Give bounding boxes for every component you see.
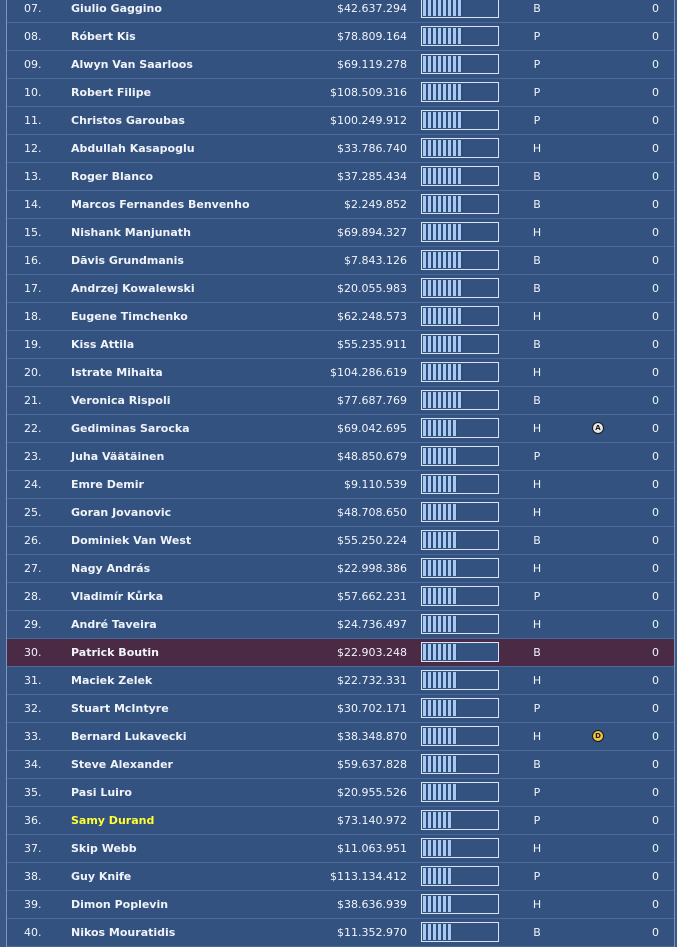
player-form-bar-fill (423, 728, 457, 744)
player-form-bar (421, 586, 499, 606)
player-count: 0 (652, 926, 659, 939)
player-name-link[interactable]: Maciek Zelek (71, 674, 153, 687)
player-row[interactable] (7, 667, 674, 695)
player-value: $69.042.695 (337, 422, 407, 435)
player-form-bar-fill (423, 84, 463, 100)
player-position: H (532, 366, 542, 379)
player-form-bar-fill (423, 896, 452, 912)
player-number: 24. (24, 478, 42, 491)
player-form-bar (421, 446, 499, 466)
player-position: B (533, 926, 541, 939)
player-value: $9.110.539 (344, 478, 407, 491)
player-form-bar-fill (423, 448, 457, 464)
player-number: 18. (24, 310, 42, 323)
player-count: 0 (652, 338, 659, 351)
player-value: $37.285.434 (337, 170, 407, 183)
player-value: $42.637.294 (337, 2, 407, 15)
player-row[interactable] (7, 611, 674, 639)
player-form-bar (421, 138, 499, 158)
player-count: 0 (652, 254, 659, 267)
player-count: 0 (652, 674, 659, 687)
player-name-link[interactable]: Goran Jovanovic (71, 506, 172, 519)
player-value: $22.998.386 (337, 562, 407, 575)
player-row[interactable] (7, 0, 674, 23)
player-row[interactable] (7, 555, 674, 583)
player-name-link[interactable]: Veronica Rispoli (71, 394, 171, 407)
player-count: 0 (652, 86, 659, 99)
player-form-bar-fill (423, 364, 463, 380)
player-value: $57.662.231 (337, 590, 407, 603)
player-value: $104.286.619 (330, 366, 407, 379)
player-form-bar (421, 754, 499, 774)
player-form-bar (421, 810, 499, 830)
player-name-link[interactable]: Skip Webb (71, 842, 137, 855)
player-number: 19. (24, 338, 42, 351)
player-position: P (533, 786, 541, 799)
player-row[interactable] (7, 51, 674, 79)
player-row[interactable] (7, 779, 674, 807)
player-name-link[interactable]: Patrick Boutin (71, 646, 159, 659)
player-count: 0 (652, 310, 659, 323)
player-count: 0 (652, 562, 659, 575)
player-form-bar-fill (423, 616, 457, 632)
player-number: 09. (24, 58, 42, 71)
player-position: H (532, 478, 542, 491)
player-count: 0 (652, 282, 659, 295)
player-form-bar (421, 922, 499, 942)
player-number: 40. (24, 926, 42, 939)
player-number: 34. (24, 758, 42, 771)
player-form-bar (421, 838, 499, 858)
player-value: $73.140.972 (337, 814, 407, 827)
player-number: 28. (24, 590, 42, 603)
player-name-link[interactable]: Andrzej Kowalewski (71, 282, 195, 295)
player-form-bar-fill (423, 252, 463, 268)
player-row[interactable] (7, 135, 674, 163)
player-number: 29. (24, 618, 42, 631)
player-name-link[interactable]: Robert Filipe (71, 86, 152, 99)
player-number: 32. (24, 702, 42, 715)
player-count: 0 (652, 702, 659, 715)
player-value: $22.732.331 (337, 674, 407, 687)
player-row[interactable] (7, 303, 674, 331)
player-position: P (533, 814, 541, 827)
player-name-link[interactable]: Stuart McIntyre (71, 702, 169, 715)
player-count: 0 (652, 618, 659, 631)
player-name-link[interactable]: Bernard Lukavecki (71, 730, 187, 743)
player-count: 0 (652, 142, 659, 155)
player-table (6, 0, 675, 947)
player-number: 14. (24, 198, 42, 211)
player-position: P (533, 450, 541, 463)
player-value: $11.352.970 (337, 926, 407, 939)
player-position: H (532, 506, 542, 519)
player-number: 36. (24, 814, 42, 827)
player-form-bar (421, 894, 499, 914)
player-position: H (532, 618, 542, 631)
player-row[interactable] (7, 275, 674, 303)
player-form-bar (421, 82, 499, 102)
player-form-bar-fill (423, 196, 463, 212)
player-value: $2.249.852 (344, 198, 407, 211)
player-row[interactable] (7, 79, 674, 107)
player-name-link[interactable]: Dāvis Grundmanis (71, 254, 184, 267)
player-count: 0 (652, 730, 659, 743)
player-form-bar-fill (423, 504, 457, 520)
player-name-link[interactable]: Juha Väätäinen (71, 450, 165, 463)
player-value: $113.134.412 (330, 870, 407, 883)
player-form-bar-fill (423, 336, 463, 352)
player-form-bar (421, 390, 499, 410)
player-position: H (532, 562, 542, 575)
player-name-link[interactable]: Dimon Poplevin (71, 898, 169, 911)
player-form-bar-fill (423, 812, 452, 828)
player-row[interactable] (7, 471, 674, 499)
captain-badge-icon: A (592, 422, 604, 434)
player-row[interactable] (7, 891, 674, 919)
player-count: 0 (652, 534, 659, 547)
player-form-bar-fill (423, 868, 452, 884)
player-form-bar (421, 362, 499, 382)
player-name-link[interactable]: Nishank Manjunath (71, 226, 191, 239)
player-form-bar (421, 166, 499, 186)
player-row[interactable] (7, 751, 674, 779)
player-row[interactable] (7, 639, 674, 667)
player-count: 0 (652, 226, 659, 239)
player-value: $38.636.939 (337, 898, 407, 911)
player-row[interactable] (7, 527, 674, 555)
player-name-link[interactable]: Guy Knife (71, 870, 132, 883)
player-form-bar (421, 306, 499, 326)
player-number: 13. (24, 170, 42, 183)
player-form-bar (421, 418, 499, 438)
player-name-link[interactable]: Gediminas Sarocka (71, 422, 190, 435)
player-form-bar (421, 278, 499, 298)
player-count: 0 (652, 30, 659, 43)
player-row[interactable] (7, 415, 674, 443)
player-form-bar (421, 866, 499, 886)
player-row[interactable] (7, 583, 674, 611)
player-number: 33. (24, 730, 42, 743)
player-form-bar (421, 502, 499, 522)
player-position: P (533, 114, 541, 127)
player-form-bar-fill (423, 112, 463, 128)
player-number: 07. (24, 2, 42, 15)
player-form-bar-fill (423, 756, 457, 772)
player-row[interactable] (7, 499, 674, 527)
player-count: 0 (652, 758, 659, 771)
player-position: H (532, 674, 542, 687)
player-name-link[interactable]: Steve Alexander (71, 758, 173, 771)
player-name-link[interactable]: Christos Garoubas (71, 114, 185, 127)
player-form-bar (421, 530, 499, 550)
player-name-link[interactable]: Roger Blanco (71, 170, 154, 183)
player-position: B (533, 2, 541, 15)
player-row[interactable] (7, 23, 674, 51)
player-value: $38.348.870 (337, 730, 407, 743)
player-name-link[interactable]: Pasi Luiro (71, 786, 132, 799)
player-count: 0 (652, 58, 659, 71)
player-row[interactable] (7, 107, 674, 135)
player-number: 30. (24, 646, 42, 659)
player-form-bar (421, 222, 499, 242)
player-position: H (532, 842, 542, 855)
player-count: 0 (652, 646, 659, 659)
player-form-bar-fill (423, 168, 463, 184)
player-position: B (533, 758, 541, 771)
player-form-bar-fill (423, 672, 457, 688)
player-number: 26. (24, 534, 42, 547)
player-count: 0 (652, 170, 659, 183)
player-form-bar-fill (423, 140, 463, 156)
player-value: $30.702.171 (337, 702, 407, 715)
player-row[interactable] (7, 191, 674, 219)
player-row[interactable] (7, 807, 674, 835)
player-form-bar-fill (423, 560, 457, 576)
player-count: 0 (652, 814, 659, 827)
player-name-link[interactable]: Kiss Attila (71, 338, 135, 351)
player-value: $69.119.278 (337, 58, 407, 71)
player-position: P (533, 702, 541, 715)
player-position: B (533, 254, 541, 267)
player-value: $11.063.951 (337, 842, 407, 855)
player-value: $100.249.912 (330, 114, 407, 127)
player-number: 10. (24, 86, 42, 99)
player-position: B (533, 170, 541, 183)
player-form-bar-fill (423, 784, 457, 800)
player-count: 0 (652, 198, 659, 211)
player-name-link[interactable]: Nagy András (71, 562, 151, 575)
player-number: 17. (24, 282, 42, 295)
player-count: 0 (652, 870, 659, 883)
player-form-bar (421, 54, 499, 74)
player-form-bar-fill (423, 532, 457, 548)
player-number: 21. (24, 394, 42, 407)
player-position: H (532, 226, 542, 239)
player-value: $48.708.650 (337, 506, 407, 519)
player-number: 16. (24, 254, 42, 267)
player-form-bar-fill (423, 0, 463, 16)
player-position: H (532, 730, 542, 743)
player-position: H (532, 422, 542, 435)
player-form-bar (421, 558, 499, 578)
player-name-link[interactable]: Eugene Timchenko (71, 310, 188, 323)
player-position: H (532, 142, 542, 155)
player-row[interactable] (7, 919, 674, 947)
player-count: 0 (652, 506, 659, 519)
player-count: 0 (652, 590, 659, 603)
player-count: 0 (652, 422, 659, 435)
player-count: 0 (652, 114, 659, 127)
player-name-link[interactable]: Nikos Mouratidis (71, 926, 176, 939)
player-count: 0 (652, 842, 659, 855)
player-count: 0 (652, 366, 659, 379)
player-count: 0 (652, 2, 659, 15)
player-value: $24.736.497 (337, 618, 407, 631)
player-row[interactable] (7, 219, 674, 247)
player-form-bar-fill (423, 840, 452, 856)
player-value: $22.903.248 (337, 646, 407, 659)
player-value: $20.055.983 (337, 282, 407, 295)
player-number: 22. (24, 422, 42, 435)
player-value: $7.843.126 (344, 254, 407, 267)
player-name-link[interactable]: André Taveira (71, 618, 157, 631)
player-form-bar (421, 614, 499, 634)
player-name-link[interactable]: Róbert Kis (71, 30, 136, 43)
player-number: 20. (24, 366, 42, 379)
player-number: 25. (24, 506, 42, 519)
player-form-bar-fill (423, 392, 463, 408)
player-form-bar (421, 782, 499, 802)
player-position: P (533, 870, 541, 883)
player-value: $33.786.740 (337, 142, 407, 155)
player-name-link[interactable]: Alwyn Van Saarloos (71, 58, 193, 71)
player-form-bar (421, 698, 499, 718)
player-form-bar (421, 250, 499, 270)
player-position: P (533, 86, 541, 99)
player-name-link[interactable]: Marcos Fernandes Benvenho (71, 198, 250, 211)
player-value: $59.637.828 (337, 758, 407, 771)
player-form-bar-fill (423, 224, 463, 240)
player-form-bar-fill (423, 476, 457, 492)
player-value: $20.955.526 (337, 786, 407, 799)
player-number: 15. (24, 226, 42, 239)
player-row[interactable] (7, 723, 674, 751)
player-form-bar-fill (423, 588, 457, 604)
player-form-bar (421, 26, 499, 46)
player-row[interactable] (7, 163, 674, 191)
player-form-bar (421, 642, 499, 662)
player-count: 0 (652, 478, 659, 491)
player-form-bar-fill (423, 644, 457, 660)
player-value: $108.509.316 (330, 86, 407, 99)
player-position: P (533, 58, 541, 71)
deputy-badge-icon: D (592, 730, 604, 742)
player-number: 12. (24, 142, 42, 155)
player-name-link[interactable]: Dominiek Van West (71, 534, 192, 547)
player-position: B (533, 394, 541, 407)
player-row[interactable] (7, 331, 674, 359)
player-form-bar (421, 194, 499, 214)
player-row[interactable] (7, 359, 674, 387)
player-count: 0 (652, 450, 659, 463)
player-name-link[interactable]: Samy Durand (71, 814, 155, 827)
player-name-link[interactable]: Giulio Gaggino (71, 2, 162, 15)
player-number: 27. (24, 562, 42, 575)
player-number: 11. (24, 114, 42, 127)
player-count: 0 (652, 786, 659, 799)
player-row[interactable] (7, 863, 674, 891)
player-row[interactable] (7, 695, 674, 723)
player-form-bar (421, 726, 499, 746)
player-name-link[interactable]: Abdullah Kasapoglu (71, 142, 195, 155)
player-position: B (533, 646, 541, 659)
player-form-bar-fill (423, 28, 463, 44)
player-row[interactable] (7, 387, 674, 415)
player-position: P (533, 590, 541, 603)
player-value: $62.248.573 (337, 310, 407, 323)
player-form-bar-fill (423, 924, 452, 940)
player-form-bar-fill (423, 420, 457, 436)
player-position: B (533, 282, 541, 295)
player-number: 08. (24, 30, 42, 43)
player-number: 35. (24, 786, 42, 799)
player-value: $55.250.224 (337, 534, 407, 547)
player-form-bar (421, 670, 499, 690)
player-name-link[interactable]: Vladimír Kůrka (71, 590, 164, 603)
player-value: $55.235.911 (337, 338, 407, 351)
player-name-link[interactable]: Emre Demir (71, 478, 144, 491)
player-position: B (533, 534, 541, 547)
player-count: 0 (652, 898, 659, 911)
player-form-bar (421, 0, 499, 18)
player-count: 0 (652, 394, 659, 407)
player-form-bar (421, 110, 499, 130)
player-form-bar-fill (423, 308, 463, 324)
player-position: H (532, 310, 542, 323)
player-form-bar-fill (423, 700, 457, 716)
player-number: 31. (24, 674, 42, 687)
player-position: B (533, 338, 541, 351)
player-form-bar (421, 334, 499, 354)
player-form-bar (421, 474, 499, 494)
player-form-bar-fill (423, 56, 463, 72)
player-name-link[interactable]: Istrate Mihaita (71, 366, 163, 379)
player-number: 37. (24, 842, 42, 855)
player-position: B (533, 198, 541, 211)
player-position: P (533, 30, 541, 43)
player-number: 39. (24, 898, 42, 911)
player-position: H (532, 898, 542, 911)
player-number: 38. (24, 870, 42, 883)
player-row[interactable] (7, 443, 674, 471)
player-value: $48.850.679 (337, 450, 407, 463)
player-value: $77.687.769 (337, 394, 407, 407)
player-row[interactable] (7, 247, 674, 275)
player-value: $78.809.164 (337, 30, 407, 43)
player-row[interactable] (7, 835, 674, 863)
player-number: 23. (24, 450, 42, 463)
player-value: $69.894.327 (337, 226, 407, 239)
player-form-bar-fill (423, 280, 463, 296)
